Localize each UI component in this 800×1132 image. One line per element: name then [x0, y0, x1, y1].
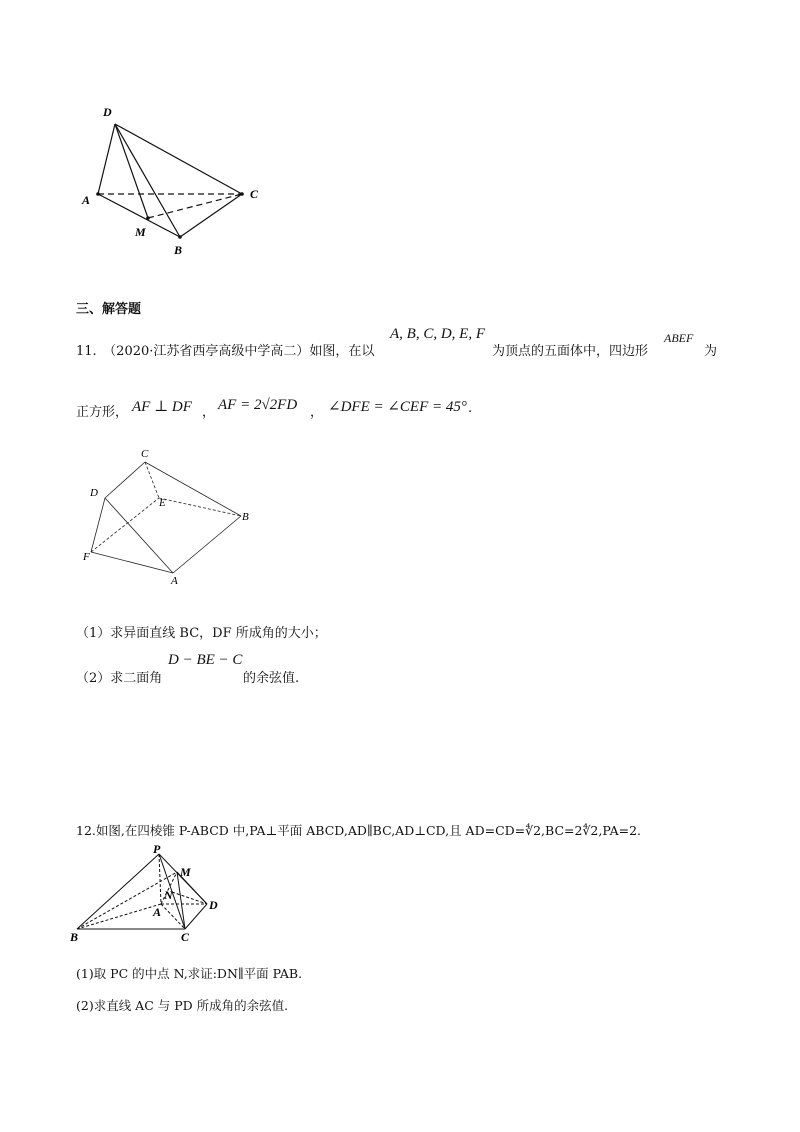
- edge-AB: [173, 516, 241, 573]
- figure-tetrahedron: [70, 100, 270, 260]
- label-D: D: [209, 898, 218, 912]
- edge-CD: [185, 904, 207, 929]
- edge-DF: [91, 498, 105, 552]
- edge-AB: [77, 904, 161, 929]
- q11-part2-prefix: （2）求二面角: [76, 671, 163, 686]
- edge-DA: [105, 498, 173, 573]
- label-C: C: [250, 187, 259, 201]
- label-A: A: [82, 193, 91, 207]
- q11-line2-prefix: 正方形，: [76, 405, 129, 420]
- q11-vertices: A, B, C, D, E, F: [390, 326, 485, 342]
- label-N: N: [164, 888, 173, 902]
- q11-line1-suffix: 为: [704, 344, 718, 359]
- label-F: F: [83, 551, 90, 563]
- edge-DC: [115, 124, 242, 194]
- section-heading: 三、解答题: [76, 302, 142, 317]
- edge-CE: [145, 462, 159, 498]
- edge-AC: [161, 904, 185, 929]
- q11-part1: （1）求异面直线 BC，DF 所成角的大小；: [76, 626, 327, 641]
- q12-part1: (1)取 PC 的中点 N,求证:DN∥平面 PAB.: [76, 966, 303, 981]
- edge-FE: [91, 498, 159, 552]
- edge-EB: [159, 498, 241, 516]
- label-C: C: [141, 448, 149, 460]
- edge-DC: [105, 462, 145, 498]
- label-B: B: [70, 930, 79, 944]
- q11-sep2: ，: [310, 405, 324, 420]
- label-P: P: [153, 842, 161, 856]
- figure-pentahedron: [75, 440, 265, 590]
- q11-line1-prefix: 11. （2020·江苏省西亭高级中学高二）如图，在以: [76, 344, 375, 359]
- q11-sep1: ，: [202, 405, 216, 420]
- edge-BC: [180, 194, 242, 237]
- q11-cond2: AF = 2√2FD: [218, 397, 298, 413]
- label-B: B: [242, 511, 249, 523]
- q11-end: .: [468, 401, 473, 416]
- edge-FA: [91, 552, 173, 573]
- label-D: D: [103, 105, 112, 119]
- label-M: M: [180, 865, 191, 879]
- edge-DA: [98, 124, 115, 194]
- edge-BM: [77, 872, 177, 929]
- label-D: D: [90, 487, 98, 499]
- edge-PB: [77, 854, 162, 929]
- figure-pyramid: [65, 842, 235, 947]
- q11-quad: ABEF: [664, 331, 694, 345]
- q11-part2-math: D − BE − C: [168, 652, 243, 668]
- edge-DM: [115, 124, 148, 218]
- q11-line1-mid: 为顶点的五面体中，四边形: [492, 344, 649, 359]
- label-E: E: [159, 497, 166, 509]
- q12-text: 12.如图,在四棱锥 P-ABCD 中,PA⊥平面 ABCD,AD∥BC,AD⊥CD,且 AD=CD=∜2,BC=2∜2,PA=2.: [76, 823, 642, 838]
- label-M: M: [135, 225, 146, 239]
- q11-part2-suffix: 的余弦值.: [243, 671, 300, 686]
- q11-cond3: ∠DFE = ∠CEF = 45°: [328, 399, 467, 415]
- label-A: A: [153, 905, 162, 919]
- q12-part2: (2)求直线 AC 与 PD 所成角的余弦值.: [76, 998, 289, 1013]
- label-C: C: [181, 930, 190, 944]
- q11-cond1: AF ⊥ DF: [132, 399, 192, 415]
- label-A: A: [171, 575, 178, 587]
- edge-PA: [159, 854, 161, 904]
- label-B: B: [174, 243, 183, 257]
